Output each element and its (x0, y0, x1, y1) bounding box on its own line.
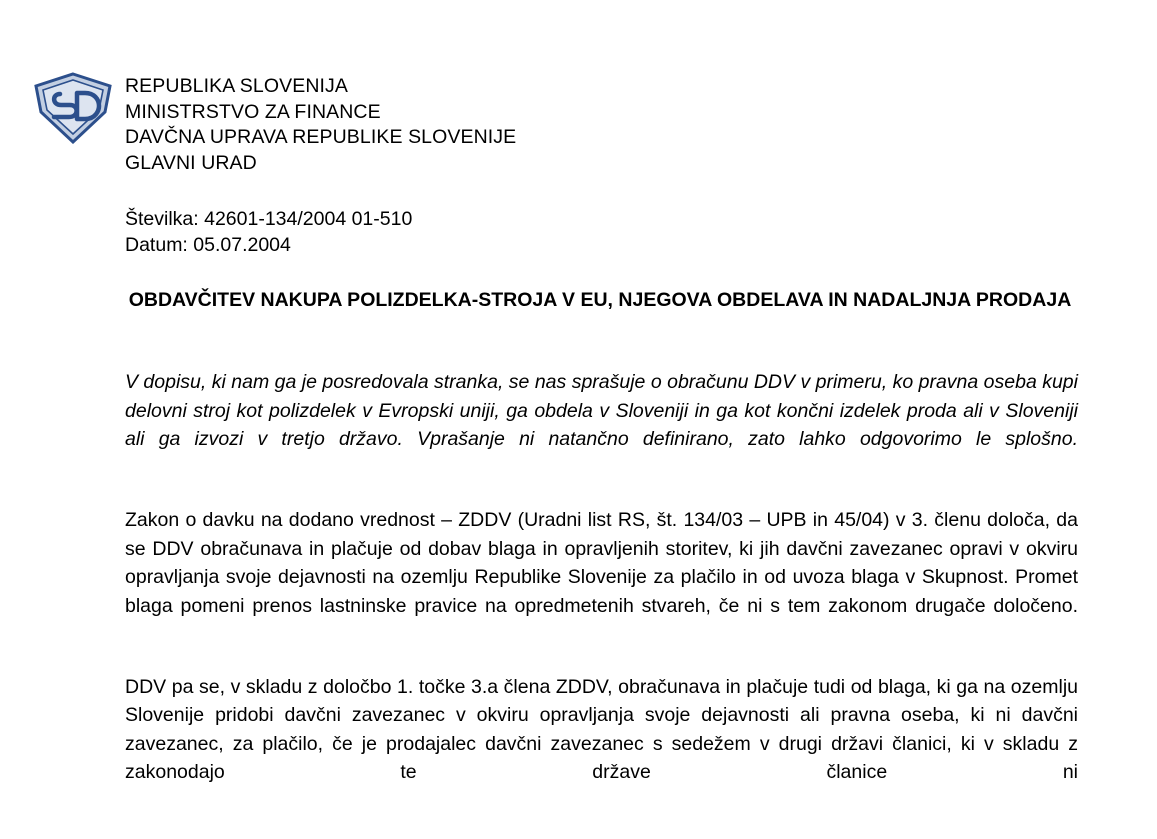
paragraph-1: V dopisu, ki nam ga je posredovala stranka, se nas sprašuje o obračunu DDV v primeru, ko pravna oseba kupi delovni stroj kot polizdelek v Evropski uniji, ga obdela v Sloveniji in ga kot končni izdelek proda ali v Sloveniji ali ga izvozi v tretjo državo. Vprašanje ni natančno definirano, zato lahko odgovorimo le splošno. (125, 371, 1078, 450)
document-meta (125, 207, 1025, 258)
organization-header (125, 74, 1025, 176)
paragraph-2: Zakon o davku na dodano vrednost – ZDDV (Uradni list RS, št. 134/03 – UPB in 45/04) v 3. členu določa, da se DDV obračunava in plačuje od dobav blaga in opravljenih storitev, ki jih davčni zavezanec opravi v okviru opravljanja svoje dejavnosti na ozemlju Republike Slovenije za plačilo in od uvoza blaga v Skupnost. Promet blaga pomeni prenos lastninske pravice na opredmetenih stvareh, če ni s tem zakonom drugače določeno. (125, 509, 1078, 617)
document-date: Datum: 05.07.2004 (125, 233, 291, 256)
durs-coat-of-arms-logo (30, 72, 116, 144)
org-line-3: DAVČNA UPRAVA REPUBLIKE SLOVENIJE (125, 126, 517, 148)
page-title: OBDAVČITEV NAKUPA POLIZDELKA-STROJA V EU, NJEGOVA OBDELAVA IN NADALJNJA PRODAJA (128, 289, 1072, 311)
paragraph-3: DDV pa se, v skladu z določbo 1. točke 3.a člena ZDDV, obračunava in plačuje tudi od blaga, ki ga na ozemlju Slovenije pridobi davčni zavezanec v okviru opravljanja svoje dejavnosti ali pravna oseba, ki ni davčni zavezanec, za plačilo, če je prodajalec davčni zavezanec s sedežem v drugi državi članici, ki v skladu z zakonodajo te države članice ni (125, 675, 1078, 783)
org-line-2: MINISTRSTVO ZA FINANCE (125, 100, 381, 123)
org-line-1: REPUBLIKA SLOVENIJA (125, 75, 348, 97)
document-body (125, 368, 1078, 839)
org-line-4: GLAVNI URAD (125, 151, 257, 174)
document-number: Številka: 42601-134/2004 01-510 (125, 208, 413, 230)
